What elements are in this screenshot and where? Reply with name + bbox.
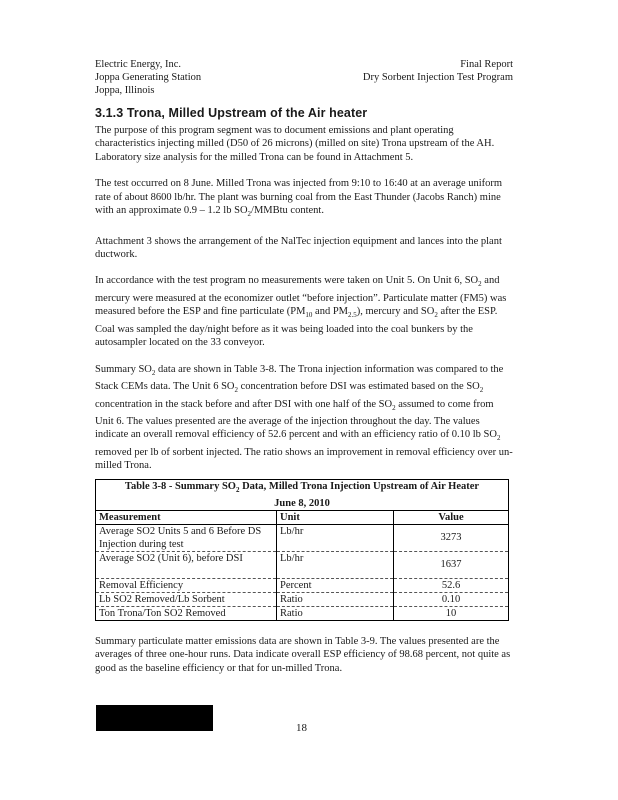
section-title: 3.1.3 Trona, Milled Upstream of the Air heater (95, 106, 368, 120)
cell-value: 10 (394, 606, 509, 620)
paragraph-measurements: In accordance with the test program no measurements were taken on Unit 5. On Unit 6, $SO_2$ and mercury were measured at the economizer outlet “before injection”. Particulate matter (FM5) was measured before the ESP and fine particulate ($PM_{10}$ and $PM_{2.5}$), mercury and $SO_2$ after the ESP. Coal was sampled the day/night before as it was being loaded into the coal bunkers by the autosampler located on the 33 conveyor. (95, 275, 507, 349)
table-row (96, 524, 509, 551)
cell-value: 0.10 (394, 592, 509, 606)
cell-unit: Ratio (277, 592, 394, 606)
cell-value: 3273 (394, 524, 509, 551)
paragraph-particulate: Summary particulate matter emissions data are shown in Table 3-9. The values presented are the averages of three one-hour runs. Data indicate overall ESP efficiency of 98.68 percent, not quite as good as the baseline efficiency or that for un-milled Trona. (95, 635, 511, 674)
header-company: Electric Energy, Inc. (95, 59, 181, 70)
cell-unit: Ratio (277, 606, 394, 620)
table-caption-row (96, 479, 509, 510)
column-header-value: Value (394, 510, 509, 524)
table-date: June 8, 2010 (274, 497, 330, 509)
column-header-measurement: Measurement (96, 510, 277, 524)
cell-unit: Lb/hr (277, 524, 394, 551)
cell-unit: Percent (277, 578, 394, 592)
cell-measurement: Average SO2 (Unit 6), before DSI (96, 551, 277, 578)
header-left (95, 58, 201, 97)
header-right (363, 58, 513, 84)
cell-value: 1637 (394, 551, 509, 578)
cell-measurement: Ton Trona/Ton SO2 Removed (96, 606, 277, 620)
table-row (96, 606, 509, 620)
cell-value: 52.6 (394, 578, 509, 592)
header-station: Joppa Generating Station (95, 72, 202, 83)
header-location: Joppa, Illinois (95, 85, 155, 96)
paragraph-test-date: The test occurred on 8 June. Milled Trona was injected from 9:10 to 16:40 at an average uniform rate of about 8600 lb/hr. The plant was burning coal from the East Thunder (Jacobs Ranch) mine with an approximate 0.9 – 1.2 lb $SO_2$/MMBtu content. (95, 178, 503, 219)
table-header-row (96, 510, 509, 524)
summary-so2-table (95, 479, 509, 621)
paragraph-purpose: The purpose of this program segment was to document emissions and plant operating characteristics injecting milled (D50 of 26 microns) (milled on site) Trona upstream of the AH. Laboratory size analysis for the milled Trona can be found in Attachment 5. (95, 125, 495, 163)
document-page (95, 58, 513, 688)
table-caption: Table 3-8 - Summary $SO_2$ Data, Milled Trona Injection Upstream of Air Heater June 8, 2010 (96, 479, 509, 510)
redaction-block (96, 705, 213, 731)
cell-measurement: Removal Efficiency (96, 578, 277, 592)
paragraph-summary-so2: Summary $SO_2$ data are shown in Table 3-8. The Trona injection information was compared to the Stack CEMs data. The Unit 6 $SO_2$ concentration before DSI was estimated based on the $SO_2$ concentration in the stack before and after DSI with one half of the $SO_2$ assumed to come from Unit 6. The values presented are the average of the injection throughout the day. The values indicate an overall removal efficiency of 52.6 percent and with an efficiency ratio of 0.10 lb $SO_2$ removed per lb of sorbent injected. The ratio shows an improvement in removal efficiency over un-milled Trona. (95, 363, 513, 472)
column-header-unit: Unit (277, 510, 394, 524)
header-program: Dry Sorbent Injection Test Program (362, 72, 513, 83)
header-report-type: Final Report (460, 59, 513, 70)
cell-measurement: Average SO2 Units 5 and 6 Before DS Injection during test (96, 524, 277, 551)
page-number: 18 (296, 722, 307, 734)
paragraph-attachment: Attachment 3 shows the arrangement of the NalTec injection equipment and lances into the plant ductwork. (95, 235, 502, 260)
cell-unit: Lb/hr (277, 551, 394, 578)
table-row (96, 578, 509, 592)
table-row (96, 551, 509, 578)
page-header (95, 58, 513, 98)
table-row (96, 592, 509, 606)
cell-measurement: Lb SO2 Removed/Lb Sorbent (96, 592, 277, 606)
